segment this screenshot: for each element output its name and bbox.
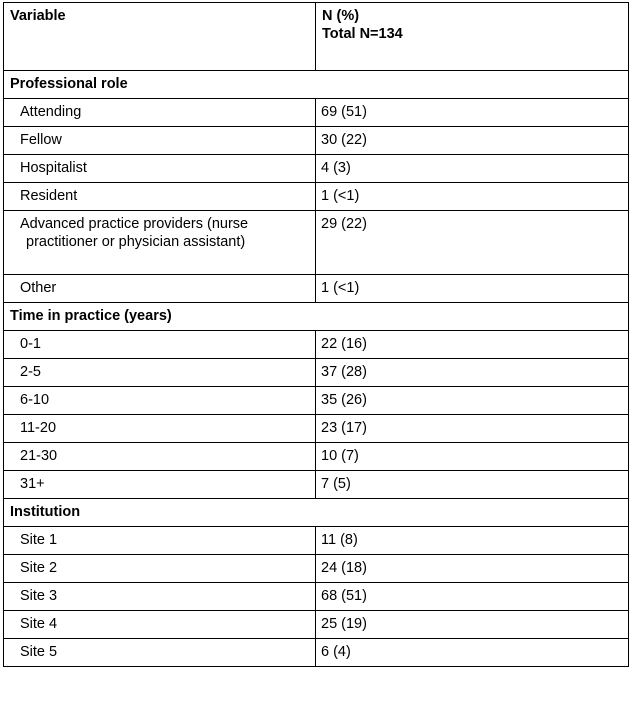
section-title: Professional role <box>4 71 629 99</box>
row-value: 29 (22) <box>316 211 629 275</box>
section-row <box>4 499 629 527</box>
table-row <box>4 527 629 555</box>
row-value: 68 (51) <box>316 583 629 611</box>
table-row <box>4 331 629 359</box>
row-value: 1 (<1) <box>316 183 629 211</box>
row-label: Fellow <box>4 127 316 155</box>
row-label: Site 2 <box>4 555 316 583</box>
row-value: 11 (8) <box>316 527 629 555</box>
row-label: 6-10 <box>4 387 316 415</box>
section-row <box>4 71 629 99</box>
row-label: Site 1 <box>4 527 316 555</box>
table-row <box>4 359 629 387</box>
demographics-table <box>3 2 629 667</box>
table-row <box>4 611 629 639</box>
table-row <box>4 211 629 275</box>
table-row <box>4 275 629 303</box>
header-total: Total N=134 <box>322 26 403 42</box>
row-value: 30 (22) <box>316 127 629 155</box>
table-row <box>4 99 629 127</box>
row-value: 10 (7) <box>316 443 629 471</box>
row-value: 4 (3) <box>316 155 629 183</box>
table-row <box>4 387 629 415</box>
header-n-percent <box>316 3 629 71</box>
table-row <box>4 127 629 155</box>
row-value: 22 (16) <box>316 331 629 359</box>
table-row <box>4 415 629 443</box>
row-label: 2-5 <box>4 359 316 387</box>
row-value: 6 (4) <box>316 639 629 667</box>
row-label: 21-30 <box>4 443 316 471</box>
header-row <box>4 3 629 71</box>
row-value: 35 (26) <box>316 387 629 415</box>
row-label: 11-20 <box>4 415 316 443</box>
row-value: 1 (<1) <box>316 275 629 303</box>
row-value: 7 (5) <box>316 471 629 499</box>
header-n-percent-label: N (%) <box>322 8 360 24</box>
row-value: 25 (19) <box>316 611 629 639</box>
table-row <box>4 555 629 583</box>
row-label: 31+ <box>4 471 316 499</box>
row-value: 69 (51) <box>316 99 629 127</box>
row-label-line2: practitioner or physician assistant) <box>26 234 246 250</box>
row-label: Other <box>4 275 316 303</box>
section-title: Time in practice (years) <box>4 303 629 331</box>
table-row <box>4 443 629 471</box>
row-label <box>4 211 316 275</box>
table-row <box>4 183 629 211</box>
row-label: Resident <box>4 183 316 211</box>
row-label: Site 3 <box>4 583 316 611</box>
row-label: 0-1 <box>4 331 316 359</box>
row-label-line1: Advanced practice providers (nurse <box>20 216 249 232</box>
row-value: 37 (28) <box>316 359 629 387</box>
header-variable: Variable <box>4 3 316 71</box>
section-title: Institution <box>4 499 629 527</box>
table-row <box>4 155 629 183</box>
section-row <box>4 303 629 331</box>
row-label: Site 4 <box>4 611 316 639</box>
table-row <box>4 471 629 499</box>
row-value: 23 (17) <box>316 415 629 443</box>
row-label: Attending <box>4 99 316 127</box>
row-label: Site 5 <box>4 639 316 667</box>
table-row <box>4 639 629 667</box>
table-row <box>4 583 629 611</box>
row-value: 24 (18) <box>316 555 629 583</box>
row-label: Hospitalist <box>4 155 316 183</box>
